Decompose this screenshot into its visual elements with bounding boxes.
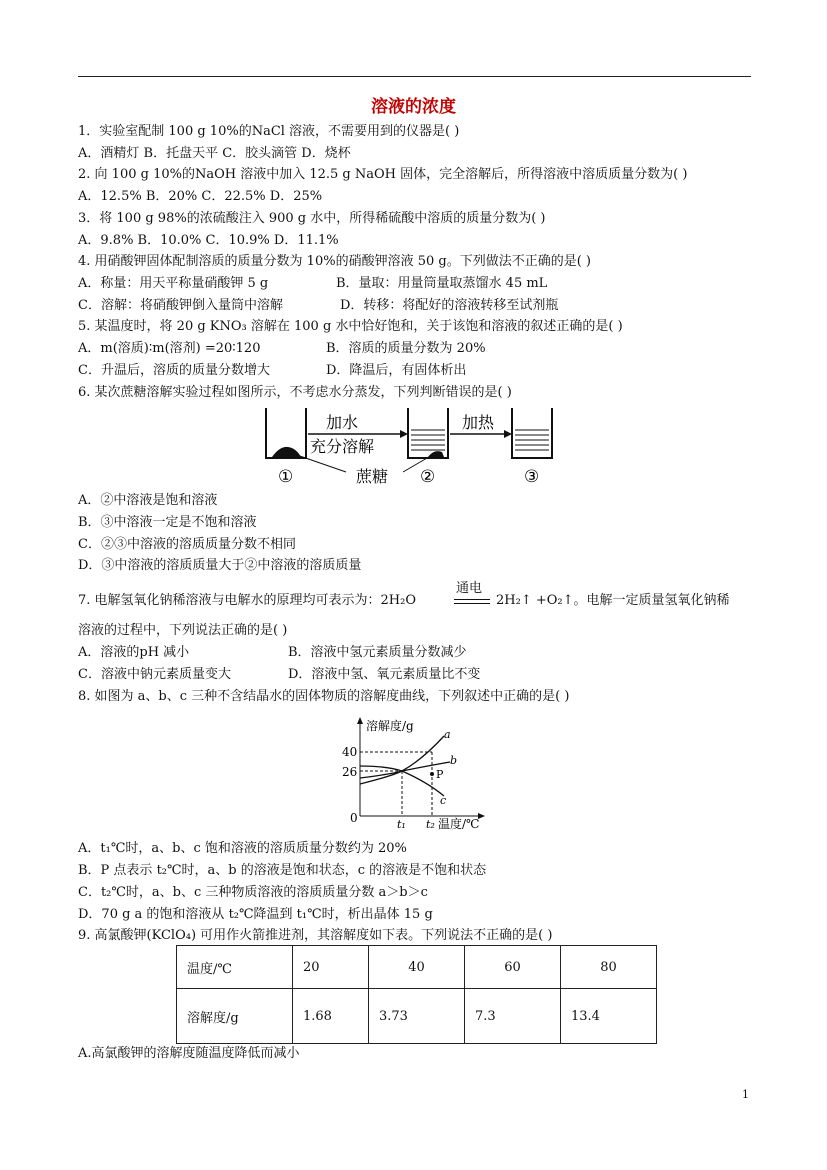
question-8-option-c: C．t₂℃时，a、b、c 三种物质溶液的溶质质量分数 a＞b＞c xyxy=(78,885,428,900)
question-9: 9. 高氯酸钾(KClO₄) 可用作火箭推进剂，其溶解度如下表。下列说法不正确的是( ) xyxy=(78,928,553,943)
x-axis-label: 温度/℃ xyxy=(438,817,480,831)
question-7-option-c: C．溶液中钠元素质量变大 xyxy=(78,667,231,682)
y-axis-label: 溶解度/g xyxy=(366,719,414,733)
reaction-condition: 通电 xyxy=(456,581,483,596)
question-1: 1．实验室配制 100 g 10%的NaCl 溶液，不需要用到的仪器是( ) xyxy=(78,124,460,139)
question-8-option-d: D．70 g a 的饱和溶液从 t₂℃降温到 t₁℃时，析出晶体 15 g xyxy=(78,907,433,922)
question-6-option-a: A．②中溶液是饱和溶液 xyxy=(78,493,218,508)
sugar-pile xyxy=(272,447,301,457)
question-1-options: A．酒精灯 B．托盘天平 C．胶头滴管 D．烧杯 xyxy=(78,146,351,161)
table-cell: 13.4 xyxy=(561,989,657,1044)
solubility-curve-chart xyxy=(332,714,492,832)
question-5-option-c: C．升温后，溶质的质量分数增大 xyxy=(78,363,270,378)
table-cell: 1.68 xyxy=(293,989,369,1044)
question-5-option-b: B．溶质的质量分数为 20% xyxy=(326,341,486,356)
header-rule xyxy=(78,76,751,77)
page-title: 溶液的浓度 xyxy=(371,97,456,117)
question-6: 6. 某次蔗糖溶解实验过程如图所示，不考虑水分蒸发，下列判断错误的是( ) xyxy=(78,385,512,400)
table-cell: 3.73 xyxy=(369,989,465,1044)
question-6-option-b: B．③中溶液一定是不饱和溶液 xyxy=(78,515,257,530)
table-cell: 60 xyxy=(465,946,561,989)
question-7-option-a: A．溶液的pH 减小 xyxy=(78,645,190,660)
label-beaker-1: ① xyxy=(278,467,294,487)
table-row-solubility xyxy=(177,989,657,1044)
question-4-option-d: D．转移：将配好的溶液转移至试剂瓶 xyxy=(340,298,559,313)
question-5-option-a: A．m(溶质)∶m(溶剂) =20∶120 xyxy=(78,341,261,356)
x-tick-t1: t₁ xyxy=(397,818,406,831)
question-2: 2. 向 100 g 10%的NaOH 溶液中加入 12.5 g NaOH 固体，完全溶解后，所得溶液中溶质质量分数为( ) xyxy=(78,167,688,182)
curve-c-label: c xyxy=(440,794,447,807)
question-3-options: A．9.8% B．10.0% C．10.9% D．11.1% xyxy=(78,233,339,248)
question-4-option-b: B．量取：用量筒量取蒸馏水 45 mL xyxy=(336,276,548,291)
curve-a-label: a xyxy=(444,728,451,741)
question-2-options: A．12.5% B．20% C．22.5% D．25% xyxy=(78,189,323,204)
question-8-option-a: A．t₁℃时，a、b、c 饱和溶液的溶质质量分数约为 20% xyxy=(78,841,407,856)
page-number: 1 xyxy=(742,1088,749,1101)
question-7-prefix: 7. 电解氢氧化钠稀溶液与电解水的原理均可表示为：2H₂O xyxy=(78,593,417,608)
question-4-option-a: A．称量：用天平称量硝酸钾 5 g xyxy=(78,276,269,291)
point-p-label: P xyxy=(436,768,444,781)
sugar-pointer-1 xyxy=(294,454,346,472)
question-7-option-b: B．溶液中氢元素质量分数减少 xyxy=(288,645,467,660)
equals-sign xyxy=(454,599,490,604)
table-cell: 7.3 xyxy=(465,989,561,1044)
beaker-3 xyxy=(512,408,552,458)
question-3: 3．将 100 g 98%的浓硫酸注入 900 g 水中，所得稀硫酸中溶质的质量分数为( ) xyxy=(78,211,546,226)
origin-label: 0 xyxy=(350,811,358,825)
question-6-option-d: D．③中溶液的溶质质量大于②中溶液的溶质质量 xyxy=(78,558,362,573)
table-cell: 40 xyxy=(369,946,465,989)
curve-b-label: b xyxy=(450,754,458,767)
question-5: 5. 某温度时，将 20 g KNO₃ 溶解在 100 g 水中恰好饱和，关于该饱和溶液的叙述正确的是( ) xyxy=(78,319,623,334)
question-8: 8. 如图为 a、b、c 三种不含结晶水的固体物质的溶解度曲线，下列叙述中正确的是( ) xyxy=(78,689,570,704)
point-p xyxy=(430,772,434,776)
x-tick-t2: t₂ xyxy=(426,818,435,831)
table-row-temperature xyxy=(177,946,657,989)
label-beaker-2: ② xyxy=(420,467,436,487)
question-5-option-d: D．降温后，有固体析出 xyxy=(326,363,467,378)
table-cell: 80 xyxy=(561,946,657,989)
question-8-option-b: B．P 点表示 t₂℃时，a、b 的溶液是饱和状态，c 的溶液是不饱和状态 xyxy=(78,863,487,878)
y-tick-26: 26 xyxy=(342,765,358,779)
question-7-option-d: D．溶液中氢、氧元素质量比不变 xyxy=(288,667,481,682)
y-tick-40: 40 xyxy=(342,745,358,759)
solubility-table xyxy=(176,945,657,1044)
table-header-solubility: 溶解度/g xyxy=(177,989,293,1044)
table-header-temperature: 温度/℃ xyxy=(177,946,293,989)
table-cell: 20 xyxy=(293,946,369,989)
beaker-1 xyxy=(266,408,306,458)
label-add-water: 加水 xyxy=(326,413,359,432)
question-4-option-c: C．溶解：将硝酸钾倒入量筒中溶解 xyxy=(78,298,283,313)
label-sugar: 蔗糖 xyxy=(356,467,389,486)
question-7-line2: 溶液的过程中，下列说法正确的是( ) xyxy=(78,623,288,638)
question-4: 4. 用硝酸钾固体配制溶质的质量分数为 10%的硝酸钾溶液 50 g。下列做法不正确的是( ) xyxy=(78,254,591,269)
question-7-suffix: 2H₂↑ +O₂↑。电解一定质量氢氧化钠稀 xyxy=(496,593,730,608)
label-beaker-3: ③ xyxy=(524,467,540,487)
question-6-option-c: C．②③中溶液的溶质质量分数不相同 xyxy=(78,537,296,552)
question-9-option-a: A.高氯酸钾的溶解度随温度降低而减小 xyxy=(78,1046,300,1061)
sugar-dissolving-diagram xyxy=(258,404,568,488)
label-dissolve: 充分溶解 xyxy=(310,437,375,456)
beaker-2 xyxy=(408,408,448,458)
label-heat: 加热 xyxy=(462,413,495,432)
